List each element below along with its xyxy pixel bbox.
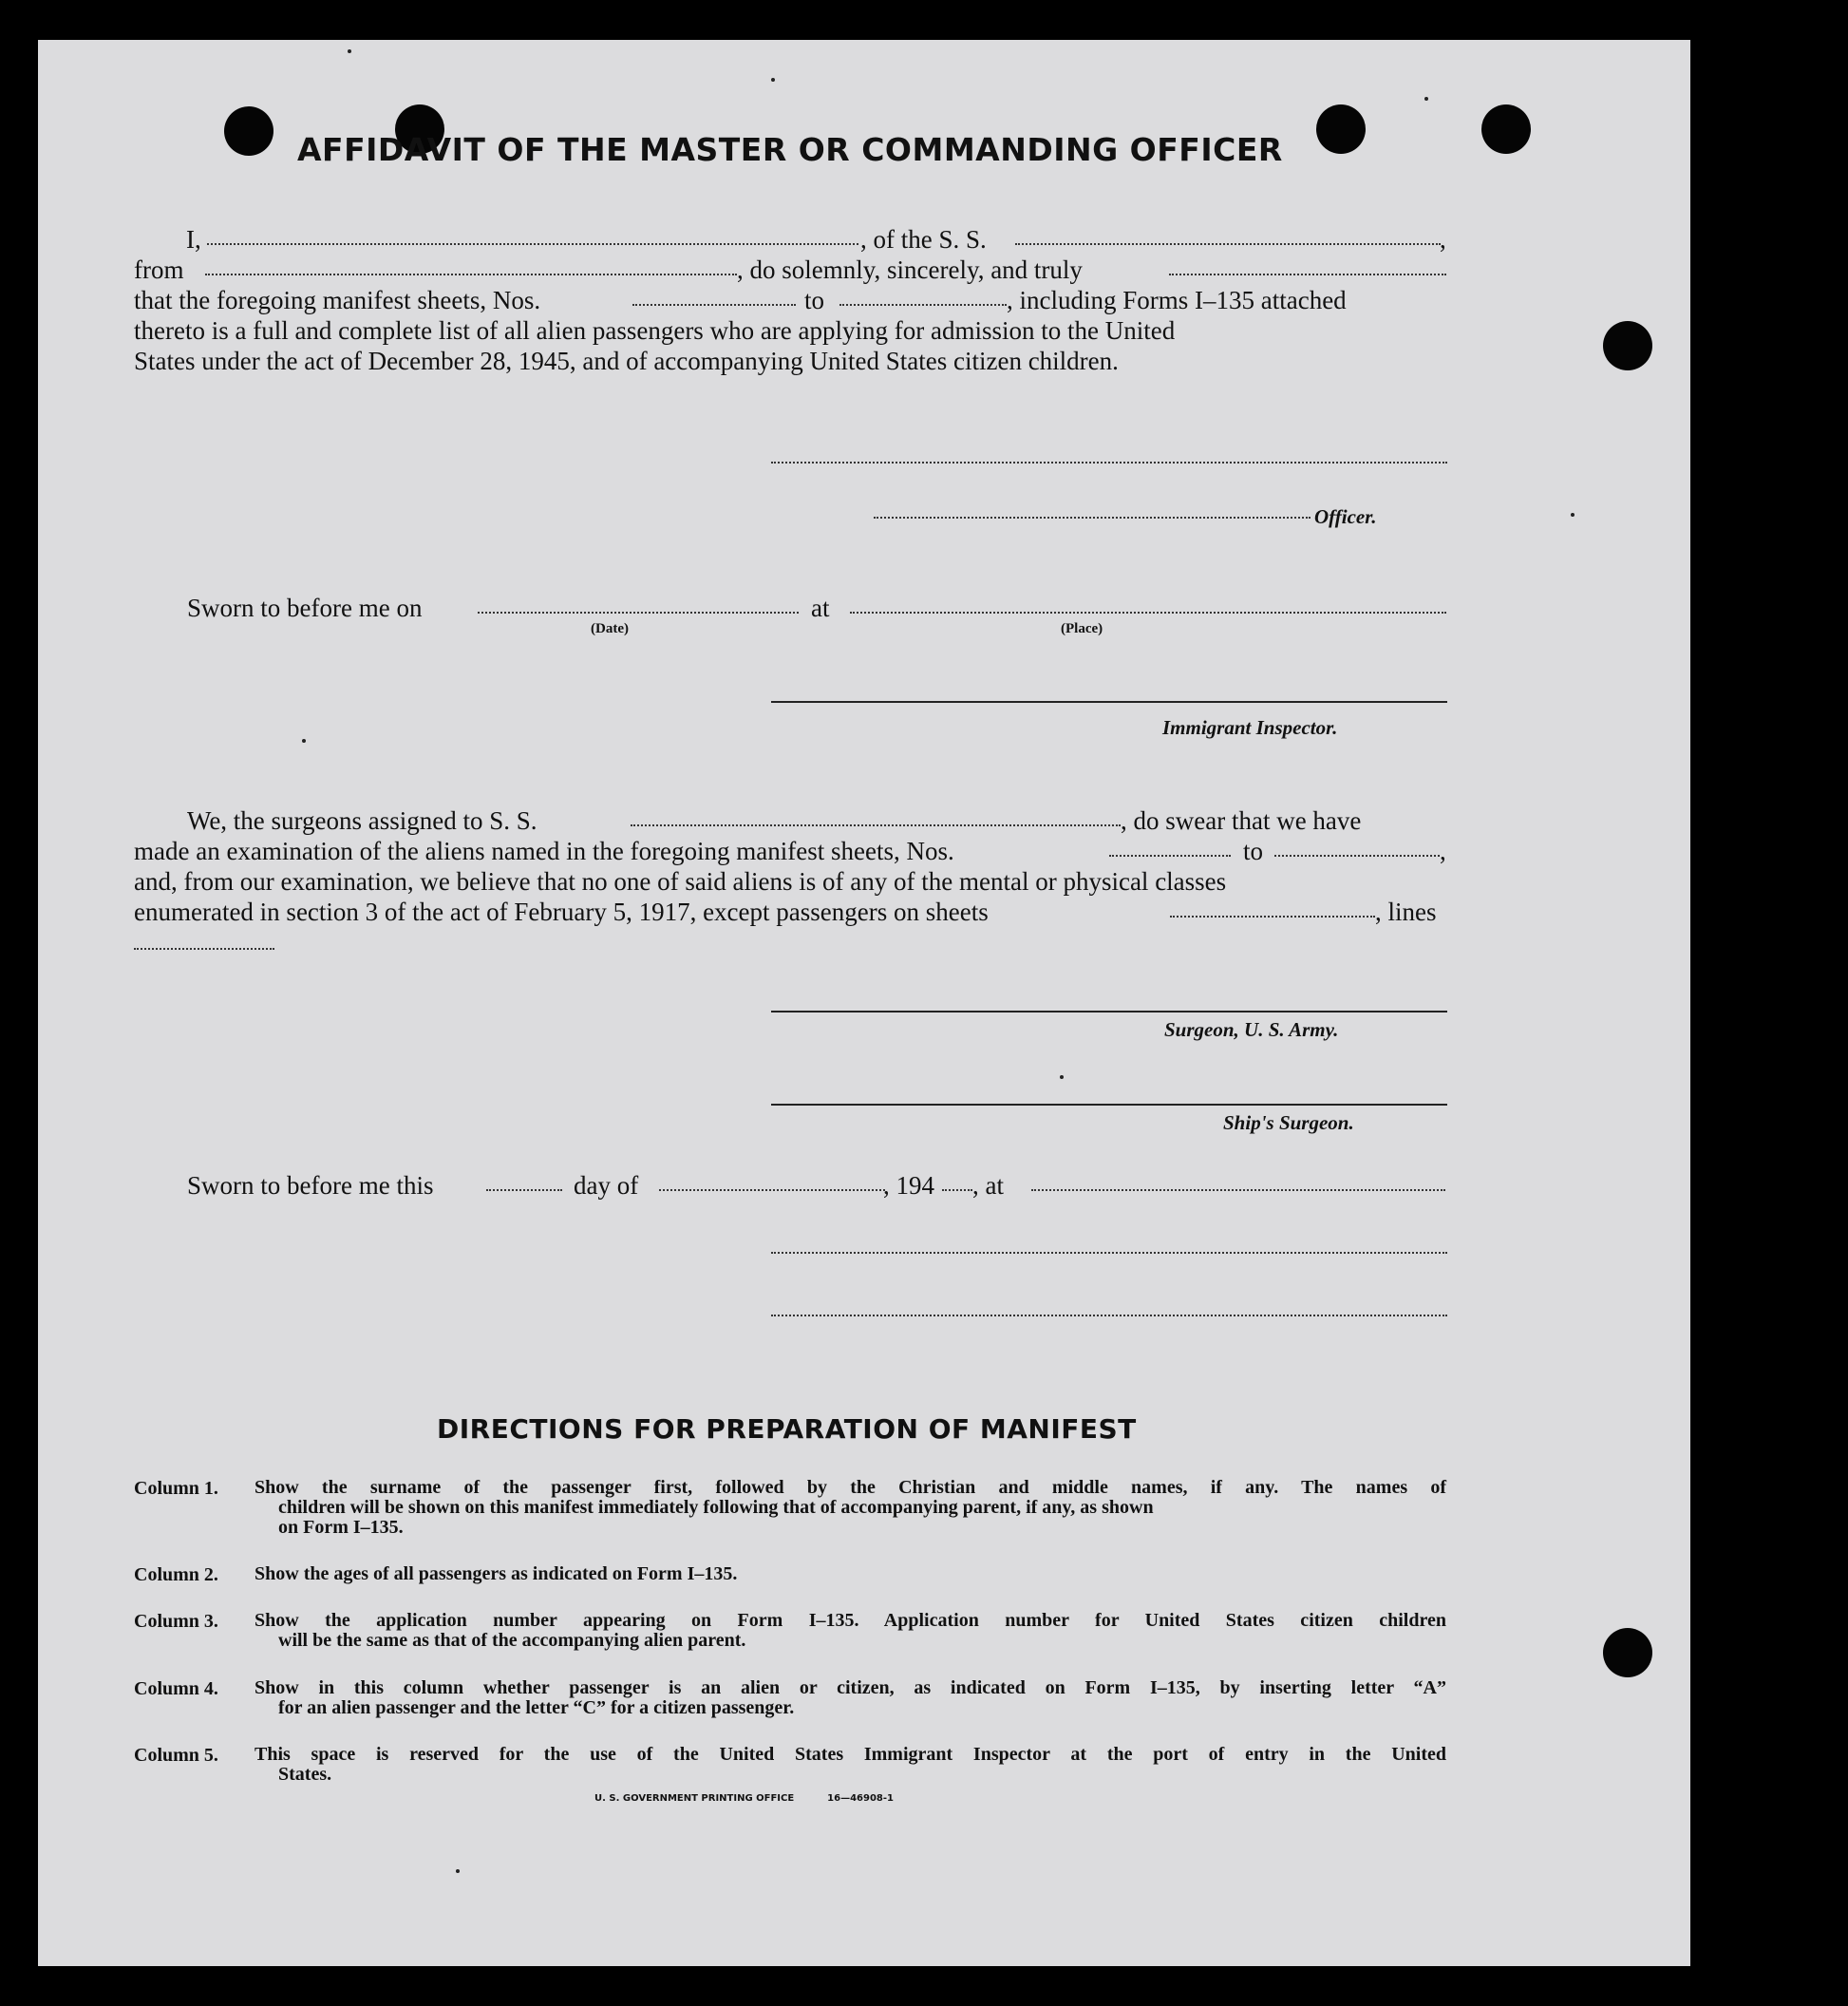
army-surgeon-signature-line[interactable] — [771, 1011, 1447, 1012]
officer-signature-line-2[interactable] — [874, 517, 1311, 519]
direction-line: Show the surname of the passenger first, followed by the Christian and middle names, if any. The names of — [255, 1477, 1446, 1498]
sworn-year-field[interactable] — [942, 1189, 972, 1191]
printer-footer — [594, 1793, 894, 1804]
surgeons-line2-a: made an examination of the aliens named in the foregoing manifest sheets, Nos. — [134, 837, 954, 865]
punch-hole — [1481, 104, 1531, 154]
speck — [456, 1869, 460, 1873]
affidavit-line1-b: , of the S. S. — [860, 225, 987, 254]
speck — [1571, 513, 1575, 517]
ship-surgeon-label: Ship's Surgeon. — [1223, 1111, 1354, 1134]
punch-hole — [1603, 321, 1652, 370]
sworn-at-field[interactable] — [1031, 1189, 1445, 1191]
surgeons-line2-b: to — [1243, 837, 1264, 865]
direction-column-label: Column 4. — [134, 1678, 218, 1699]
speck — [1060, 1075, 1064, 1079]
direction-line-continued: will be the same as that of the accompanying alien parent. — [278, 1630, 746, 1651]
speck — [348, 49, 351, 53]
surgeons-line4-b: , lines — [1375, 898, 1437, 926]
sheet-from-field[interactable] — [632, 304, 796, 306]
sworn2-a: Sworn to before me this — [187, 1171, 434, 1200]
sworn1-text: Sworn to before me on — [187, 594, 423, 622]
affidavit-line3-b: to — [804, 286, 825, 314]
affidavit-line1-a: I, — [186, 225, 201, 254]
affidavit-line1-c: , — [1440, 225, 1446, 254]
affidavit-line4: thereto is a full and complete list of all alien passengers who are applying for admission to the United — [134, 316, 1176, 345]
signature-line-2[interactable] — [771, 1315, 1447, 1316]
speck — [1424, 97, 1428, 101]
punch-hole — [1316, 104, 1366, 154]
from-field[interactable] — [205, 274, 737, 275]
sworn-place-field[interactable] — [850, 612, 1446, 614]
sworn2-d: , at — [972, 1171, 1004, 1200]
ship-name-field[interactable] — [1015, 243, 1441, 245]
officer-signature-line-1[interactable] — [771, 462, 1447, 464]
sworn-date-field[interactable] — [478, 612, 799, 614]
sworn-month-field[interactable] — [659, 1189, 885, 1191]
surgeons-line3: and, from our examination, we believe that no one of said aliens is of any of the mental or physical classes — [134, 867, 1227, 896]
except-sheets-field[interactable] — [1170, 916, 1375, 918]
inspector-label: Immigrant Inspector. — [1162, 716, 1338, 739]
sworn2-b: day of — [574, 1171, 639, 1200]
surgeons-line4-a: enumerated in section 3 of the act of February 5, 1917, except passengers on sheets — [134, 898, 989, 926]
affidavit-line3-a: that the foregoing manifest sheets, Nos. — [134, 286, 541, 314]
date-caption: (Date) — [591, 621, 629, 636]
direction-line: This space is reserved for the use of the United States Immigrant Inspector at the port of entry in the United — [255, 1744, 1446, 1765]
name-field[interactable] — [207, 243, 858, 245]
direction-column-label: Column 2. — [134, 1564, 218, 1585]
surgeon-sheet-to-field[interactable] — [1274, 855, 1440, 857]
direction-text — [255, 1564, 1446, 1584]
sheet-to-field[interactable] — [839, 304, 1007, 306]
direction-column-label: Column 1. — [134, 1478, 218, 1499]
document-page — [38, 40, 1690, 1966]
direction-line-continued: for an alien passenger and the letter “C” for a citizen passenger. — [278, 1697, 795, 1718]
surgeon-ship-field[interactable] — [631, 824, 1121, 826]
lines-field[interactable] — [134, 948, 274, 950]
form-code: 16—46908-1 — [827, 1793, 894, 1804]
direction-line: Show the ages of all passengers as indicated on Form I–135. — [255, 1563, 738, 1584]
direction-text — [255, 1611, 1446, 1651]
sworn1-at: at — [811, 594, 830, 622]
direction-line-continued: children will be shown on this manifest immediately following that of accompanying parent, if any, as shown — [278, 1497, 1154, 1518]
direction-line-continued: States. — [278, 1764, 332, 1785]
printer-name: U. S. GOVERNMENT PRINTING OFFICE — [594, 1793, 795, 1804]
direction-column-label: Column 5. — [134, 1745, 218, 1766]
swear-field[interactable] — [1169, 274, 1446, 275]
direction-text — [255, 1678, 1446, 1718]
direction-text — [255, 1745, 1446, 1785]
direction-column-label: Column 3. — [134, 1611, 218, 1632]
affidavit-line2-a: from — [134, 255, 184, 284]
ship-surgeon-signature-line[interactable] — [771, 1104, 1447, 1106]
speck — [771, 78, 775, 82]
surgeons-line1-a: We, the surgeons assigned to S. S. — [187, 806, 537, 835]
affidavit-line5: States under the act of December 28, 1945, and of accompanying United States citizen children. — [134, 347, 1119, 375]
army-surgeon-label: Surgeon, U. S. Army. — [1164, 1018, 1339, 1041]
surgeons-line1-b: , do swear that we have — [1121, 806, 1362, 835]
inspector-signature-line[interactable] — [771, 701, 1447, 703]
affidavit-line3-c: , including Forms I–135 attached — [1007, 286, 1347, 314]
signature-line-1[interactable] — [771, 1252, 1447, 1254]
direction-line: Show the application number appearing on Form I–135. Application number for United States citizen children — [255, 1610, 1446, 1631]
affidavit-line2-b: , do solemnly, sincerely, and truly — [737, 255, 1083, 284]
direction-line: Show in this column whether passenger is an alien or citizen, as indicated on Form I–135, by inserting letter “A” — [255, 1677, 1446, 1698]
officer-label: Officer. — [1314, 505, 1377, 528]
speck — [302, 739, 306, 743]
sworn-day-field[interactable] — [486, 1189, 562, 1191]
surgeon-sheet-from-field[interactable] — [1109, 855, 1231, 857]
punch-hole — [1603, 1628, 1652, 1677]
surgeons-line2-c: , — [1440, 837, 1446, 865]
direction-text — [255, 1478, 1446, 1538]
directions-title: DIRECTIONS FOR PREPARATION OF MANIFEST — [437, 1413, 1137, 1445]
affidavit-title: AFFIDAVIT OF THE MASTER OR COMMANDING OFFICER — [297, 131, 1283, 168]
direction-line-continued: on Form I–135. — [278, 1517, 404, 1538]
sworn2-c: , 194 — [883, 1171, 934, 1200]
punch-hole — [224, 106, 273, 156]
place-caption: (Place) — [1061, 621, 1103, 636]
